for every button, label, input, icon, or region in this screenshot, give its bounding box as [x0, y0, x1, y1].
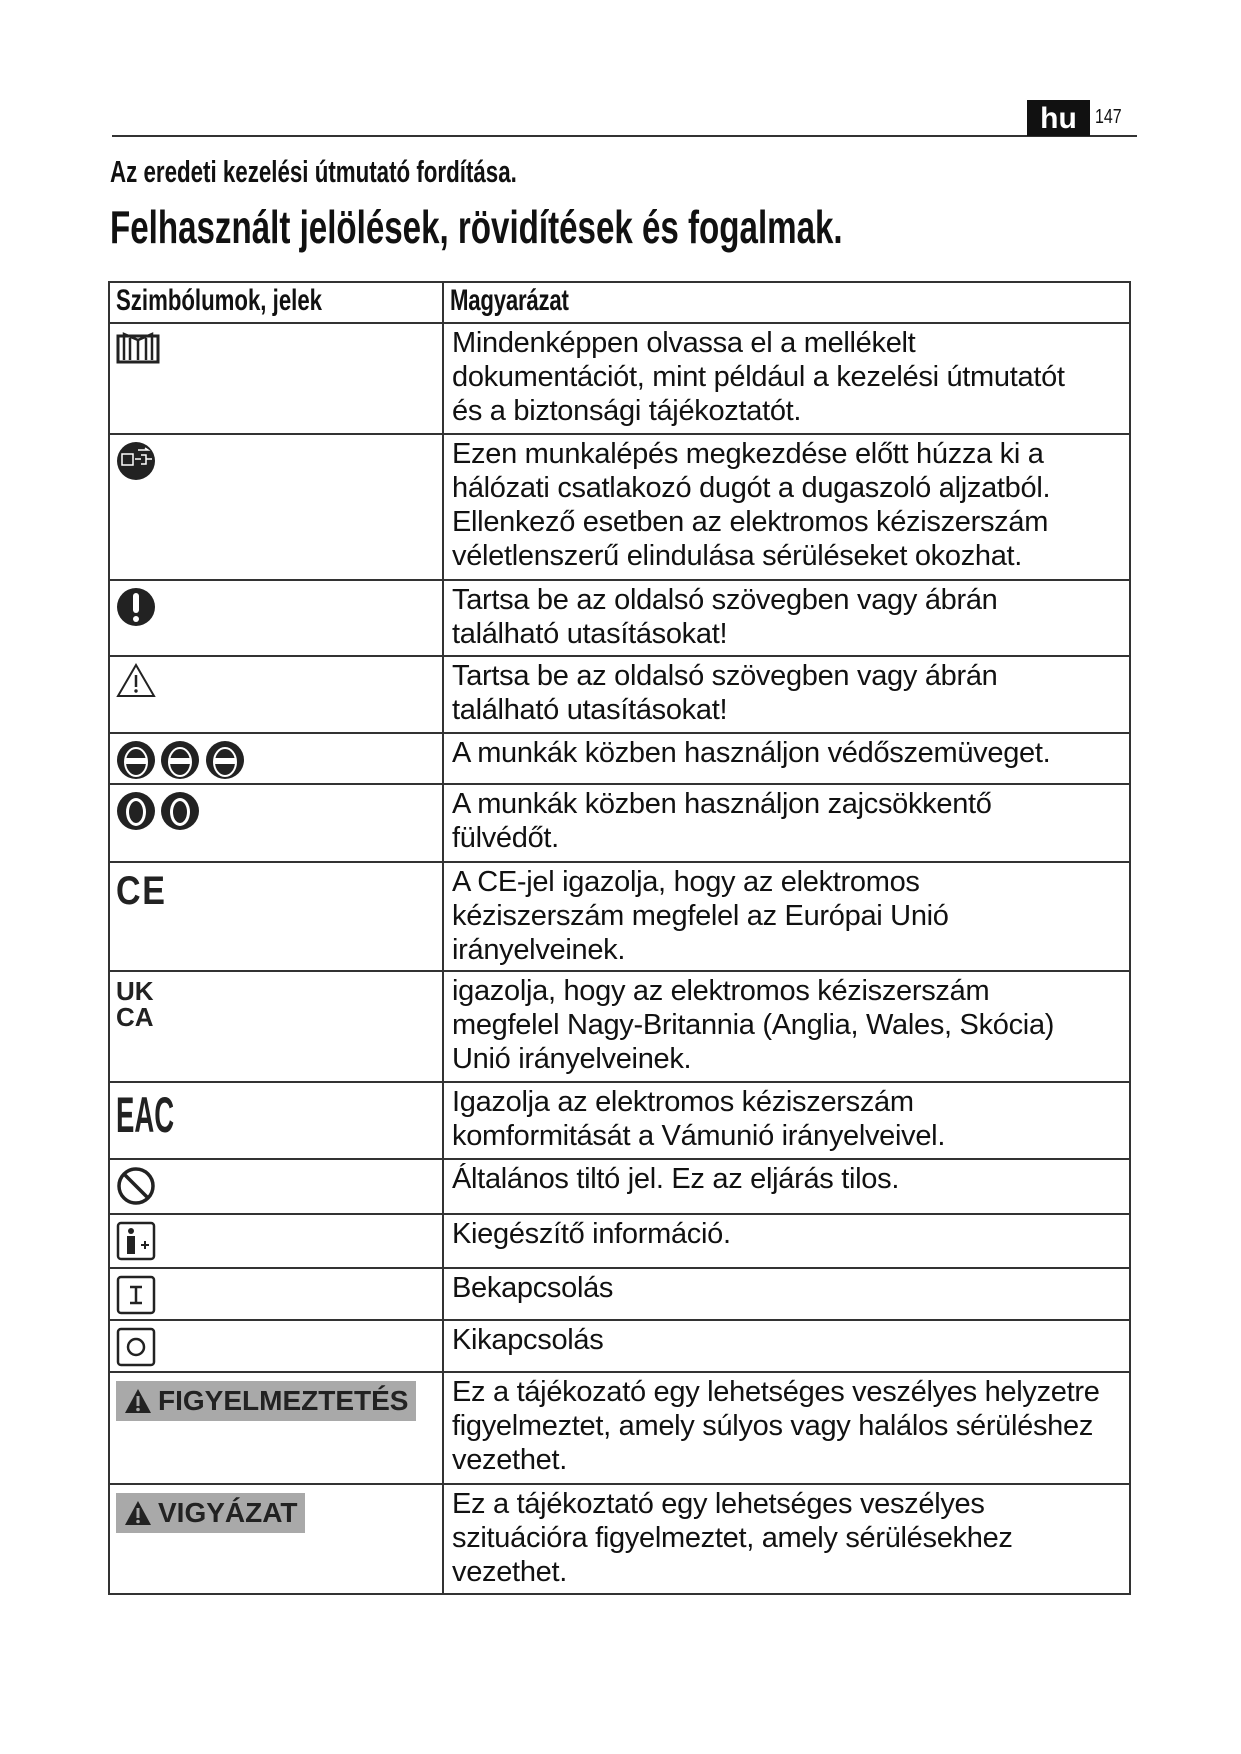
signal-word: VIGYÁZAT	[158, 1497, 298, 1528]
explanation-line: komformitását a Vámunió irányelveivel.	[452, 1120, 946, 1152]
column-header-explanation: Magyarázat	[450, 284, 569, 317]
signal-caution-icon	[116, 1493, 305, 1533]
ce-mark-icon: CE	[116, 869, 167, 913]
power-on-icon	[116, 1275, 156, 1292]
explanation	[444, 1321, 1129, 1371]
table-row	[110, 435, 1129, 581]
manual-book-icon	[116, 330, 160, 347]
table-row	[110, 657, 1129, 734]
warning-triangle-icon	[116, 663, 156, 680]
explanation	[444, 435, 1129, 579]
explanation-line: Ez a tájékoztató egy lehetséges veszélyes	[452, 1488, 985, 1520]
table-row	[110, 1269, 1129, 1321]
explanation-line: fülvédőt.	[452, 822, 559, 854]
explanation-line: hálózati csatlakozó dugót a dugaszoló aljzatból.	[452, 472, 1051, 504]
table-row	[110, 785, 1129, 863]
explanation-line: Kikapcsolás	[452, 1324, 604, 1356]
mandatory-exclamation-icon	[116, 587, 156, 604]
explanation-line: található utasításokat!	[452, 694, 728, 726]
subtitle: Az eredeti kezelési útmutató fordítása.	[110, 154, 517, 189]
explanation-line: Bekapcsolás	[452, 1272, 614, 1304]
explanation	[444, 1269, 1129, 1319]
explanation	[444, 1083, 1129, 1158]
info-plus-icon	[116, 1221, 156, 1238]
ear-protection-icon	[116, 791, 200, 808]
table-row	[110, 324, 1129, 435]
explanation-line: Tartsa be az oldalsó szövegben vagy ábrán	[452, 584, 998, 616]
explanation-line: és a biztonsági tájékoztatót.	[452, 395, 802, 427]
explanation-line: megfelel Nagy-Britannia (Anglia, Wales, Skócia)	[452, 1009, 1055, 1041]
table-row	[110, 863, 1129, 972]
explanation-line: A CE-jel igazolja, hogy az elektromos	[452, 866, 920, 898]
explanation	[444, 1373, 1129, 1483]
explanation-line: Kiegészítő információ.	[452, 1218, 731, 1250]
explanation	[444, 1215, 1129, 1267]
ukca-mark-icon: UK CA	[116, 976, 154, 1032]
table-row	[110, 581, 1129, 657]
explanation-line: igazolja, hogy az elektromos kéziszerszám	[452, 975, 990, 1007]
table-header-row	[110, 283, 1129, 324]
table-row	[110, 1215, 1129, 1269]
table-row	[110, 972, 1129, 1083]
page-number: 147	[1095, 106, 1122, 128]
symbols-table	[108, 281, 1131, 1595]
eac-mark-icon: EAC	[116, 1087, 175, 1143]
explanation-line: véletlenszerű elindulása sérüléseket okozhat.	[452, 540, 1023, 572]
explanation-line: vezethet.	[452, 1556, 567, 1588]
explanation	[444, 785, 1129, 861]
explanation-line: kéziszerszám megfelel az Európai Unió	[452, 900, 949, 932]
explanation-line: A munkák közben használjon védőszemüveget.	[452, 737, 1051, 769]
page-title: Felhasznált jelölések, rövidítések és fogalmak.	[110, 201, 843, 253]
explanation	[444, 863, 1129, 970]
explanation	[444, 1485, 1129, 1593]
header-rule	[112, 135, 1137, 137]
table-row	[110, 1485, 1129, 1595]
power-off-icon	[116, 1327, 156, 1344]
table-row	[110, 1373, 1129, 1485]
explanation-line: Unió irányelveinek.	[452, 1043, 692, 1075]
explanation	[444, 972, 1129, 1081]
explanation-line: Ezen munkalépés megkezdése előtt húzza ki a	[452, 438, 1044, 470]
explanation	[444, 324, 1129, 433]
table-row	[110, 734, 1129, 785]
explanation-line: Mindenképpen olvassa el a mellékelt	[452, 327, 916, 359]
signal-word: FIGYELMEZTETÉS	[158, 1385, 409, 1416]
language-badge: hu	[1027, 100, 1090, 136]
explanation-line: Tartsa be az oldalsó szövegben vagy ábrán	[452, 660, 998, 692]
explanation-line: figyelmeztet, amely súlyos vagy halálos sérüléshez	[452, 1410, 1094, 1442]
table-row	[110, 1083, 1129, 1160]
explanation-line: Ellenkező esetben az elektromos kéziszerszám	[452, 506, 1049, 538]
column-header-symbols: Szimbólumok, jelek	[116, 284, 323, 317]
signal-warning-icon	[116, 1381, 416, 1421]
explanation-line: található utasításokat!	[452, 618, 728, 650]
explanation-line: Ez a tájékozató egy lehetséges veszélyes helyzetre	[452, 1376, 1100, 1408]
table-row	[110, 1160, 1129, 1215]
explanation-line: Igazolja az elektromos kéziszerszám	[452, 1086, 914, 1118]
explanation-line: dokumentációt, mint például a kezelési útmutatót	[452, 361, 1065, 393]
unplug-icon	[116, 441, 156, 458]
prohibition-icon	[116, 1166, 156, 1183]
table-row	[110, 1321, 1129, 1373]
explanation-line: vezethet.	[452, 1444, 567, 1476]
explanation	[444, 734, 1129, 783]
explanation	[444, 581, 1129, 655]
explanation	[444, 1160, 1129, 1213]
explanation-line: A munkák közben használjon zajcsökkentő	[452, 788, 992, 820]
explanation-line: Általános tiltó jel. Ez az eljárás tilos.	[452, 1163, 900, 1195]
explanation-line: irányelveinek.	[452, 934, 626, 966]
eye-protection-icon	[116, 740, 245, 757]
explanation-line: szituációra figyelmeztet, amely sérülésekhez	[452, 1522, 1013, 1554]
explanation	[444, 657, 1129, 732]
